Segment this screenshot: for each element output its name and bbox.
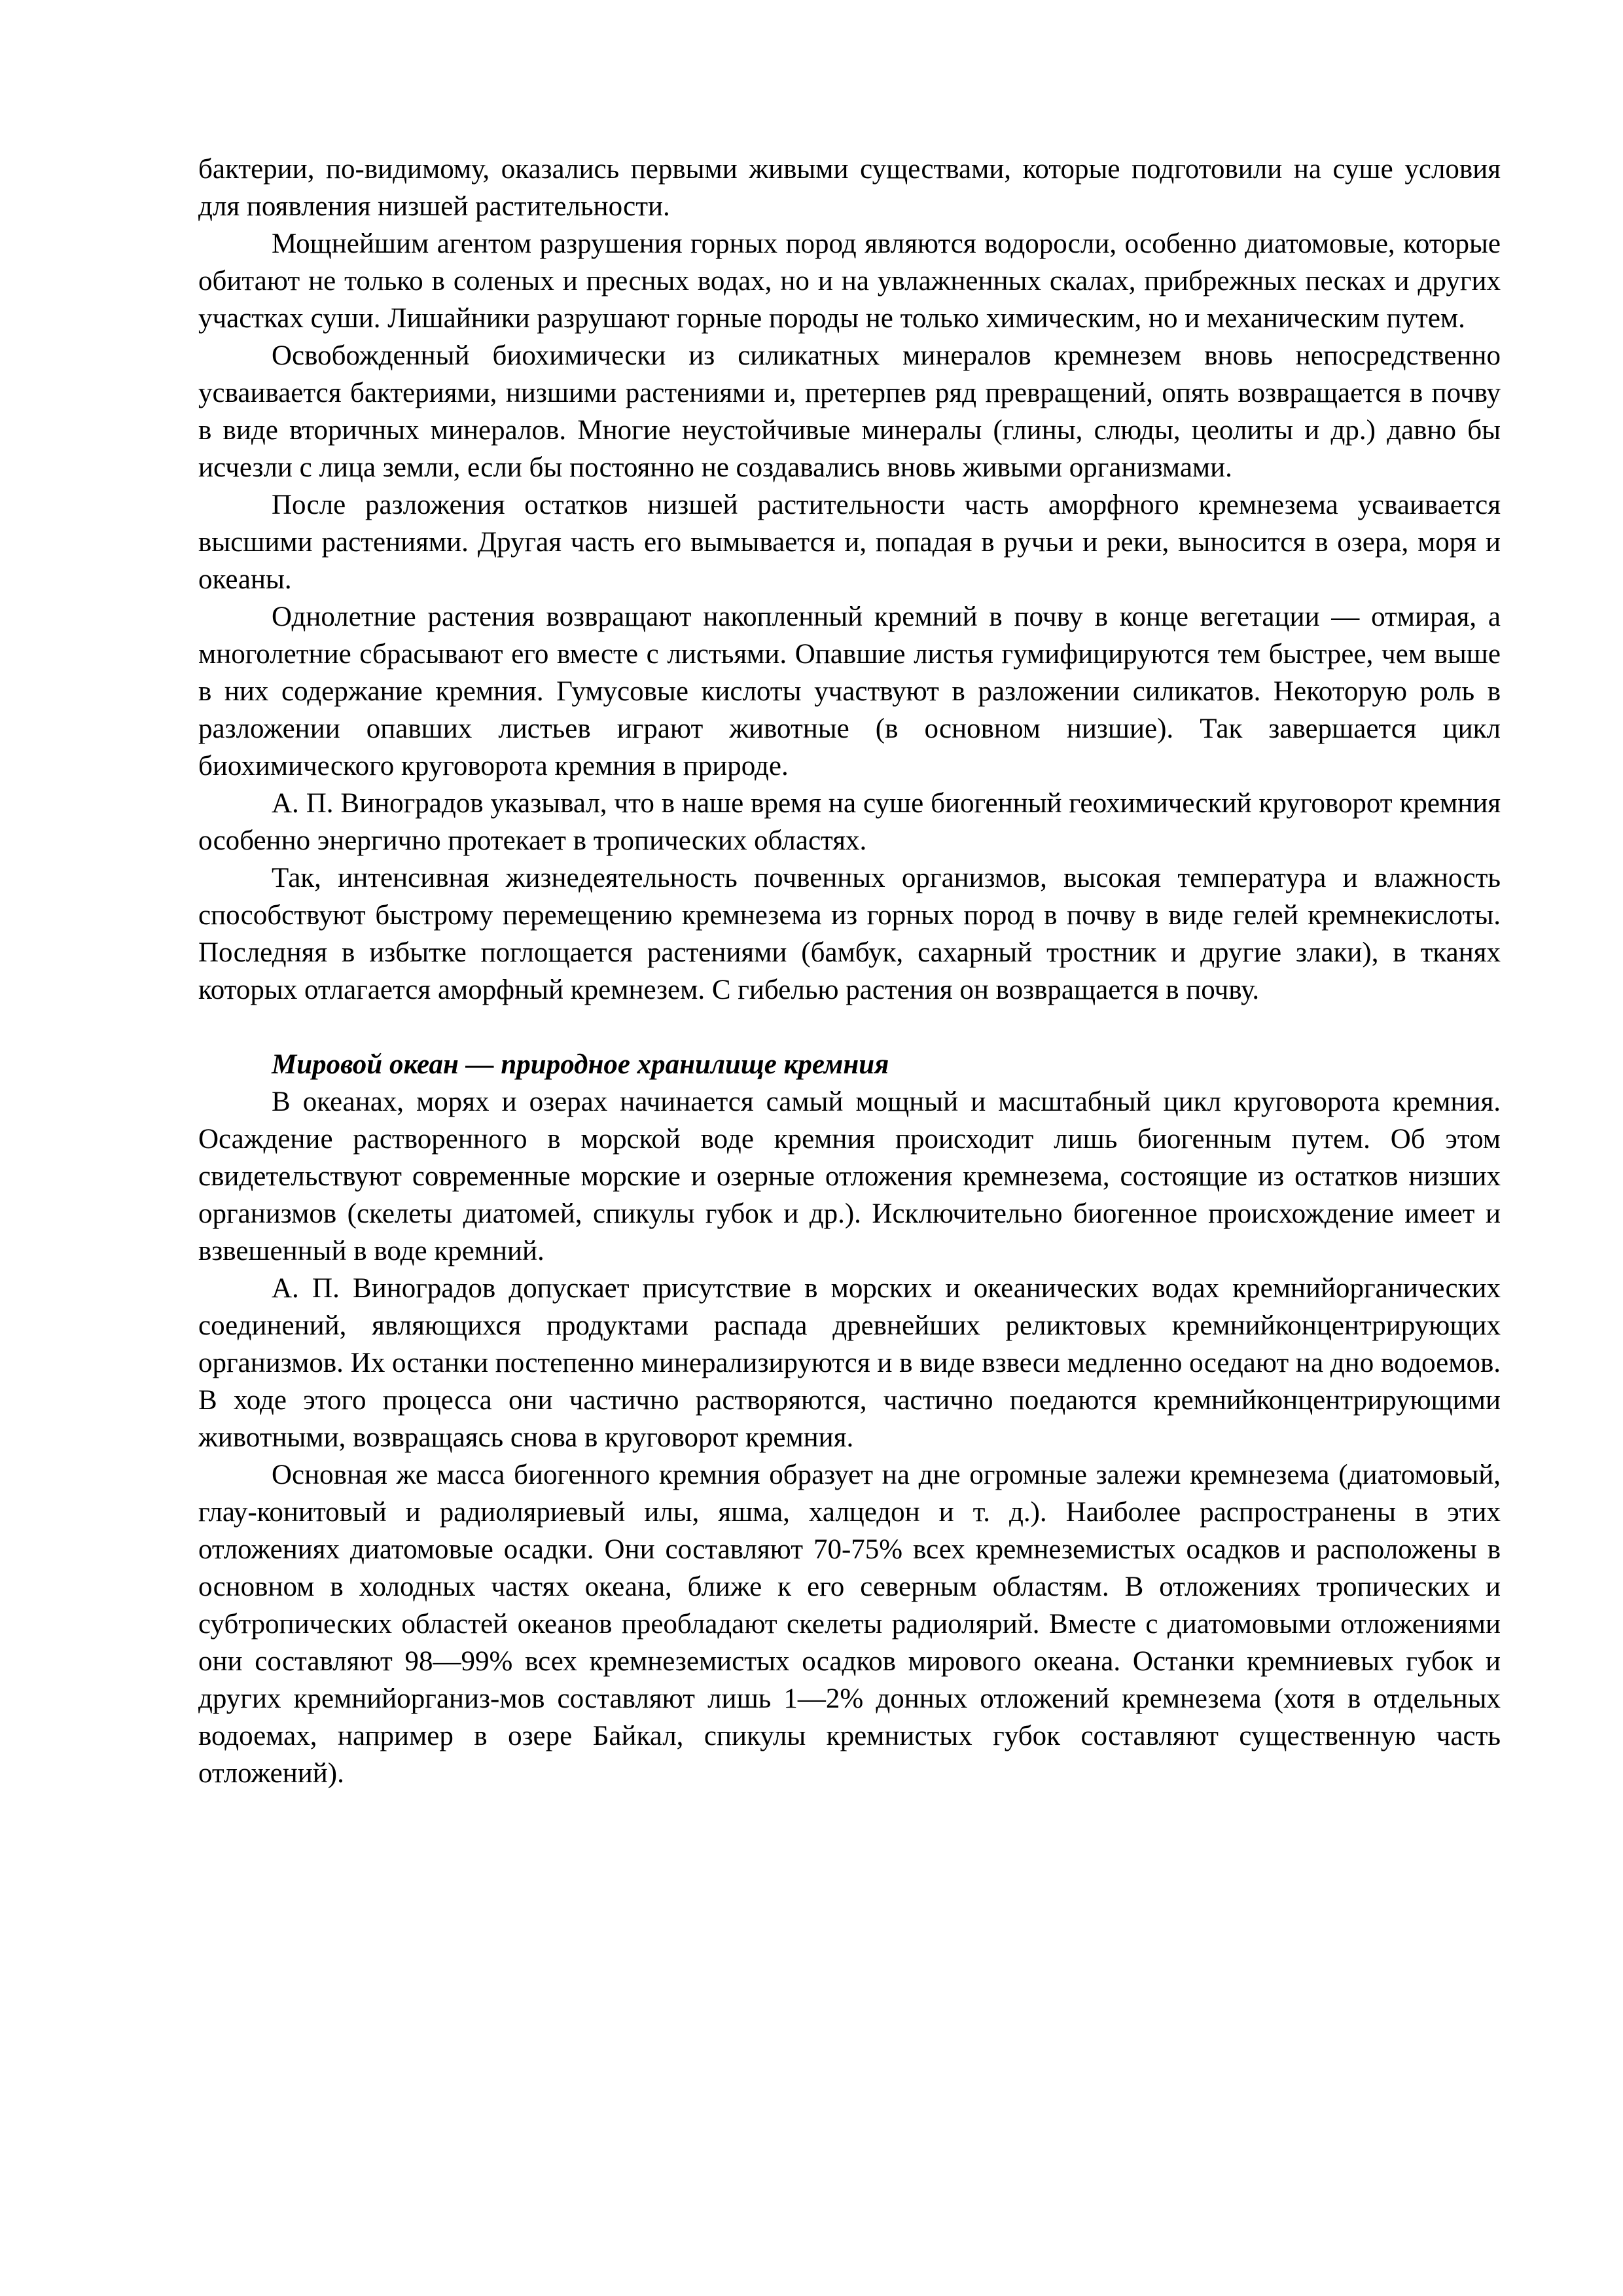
paragraph-bacteria-continued: бактерии, по-видимому, оказались первыми живыми существами, которые подготовили на суше условия для появления низшей растительности.: [198, 154, 1501, 222]
paragraph-algae: Мощнейшим агентом разрушения горных пород являются водоросли, особенно диатомовые, которые обитают не только в соленых и пресных водах, но и на увлажненных скалах, прибрежных песках и других участках суши. Лишайники разрушают горные породы не только химическим, но и механическим путем.: [198, 228, 1501, 334]
paragraph-biogenic-deposits: Основная же масса биогенного кремния образует на дне огромные залежи кремнезема (диатомовый, глау-конитовый и радиоляриевый илы, яшма, халцедон и т. д.). Наиболее распространены в этих отложениях диатомовые осадки. Они составляют 70-75% всех кремнеземистых осадков и расположены в основном в холодных частях океана, ближе к его северным областям. В отложениях тропических и субтропических областей океанов преобладают скелеты радиолярий. Вместе с диатомовыми отложениями они составляют 98—99% всех кремнеземистых осадков мирового океана. Останки кремниевых губок и других кремнийорганиз-мов составляют лишь 1—2% донных отложений кремнезема (хотя в отдельных водоемах, например в озере Байкал, спикулы кремнистых губок составляют существенную часть отложений).: [198, 1460, 1501, 1789]
document-page: [198, 151, 1501, 2114]
paragraph-soil-organisms: Так, интенсивная жизнедеятельность почвенных организмов, высокая температура и влажность способствуют быстрому перемещению кремнезема из горных пород в почву в виде гелей кремнекислоты. Последняя в избытке поглощается растениями (бамбук, сахарный тростник и другие злаки), в тканях которых отлагается аморфный кремнезем. С гибелью растения он возвращается в почву.: [198, 863, 1501, 1005]
paragraph-vinogradov-organosilicon: А. П. Виноградов допускает присутствие в морских и океанических водах кремнийорганических соединений, являющихся продуктами распада древнейших реликтовых кремнийконцентрирующих организмов. Их останки постепенно минерализируются и в виде взвеси медленно оседают на дно водоемов. В ходе этого процесса они частично растворяются, частично поедаются кремнийконцентрирующими животными, возвращаясь снова в круговорот кремния.: [198, 1273, 1501, 1453]
paragraph-decomposition: После разложения остатков низшей растительности часть аморфного кремнезема усваивается высшими растениями. Другая часть его вымывается и, попадая в ручьи и реки, выносится в озера, моря и океаны.: [198, 490, 1501, 595]
paragraph-oceans-cycle: В океанах, морях и озерах начинается самый мощный и масштабный цикл круговорота кремния. Осаждение растворенного в морской воде кремния происходит лишь биогенным путем. Об этом свидетельствуют современные морские и озерные отложения кремнезема, состоящие из остатков низших организмов (скелеты диатомей, спикулы губок и др.). Исключительно биогенное происхождение имеет и взвешенный в воде кремний.: [198, 1086, 1501, 1266]
paragraph-released-silica: Освобожденный биохимически из силикатных минералов кремнезем вновь непосредственно усваивается бактериями, низшими растениями и, претерпев ряд превращений, опять возвращается в почву в виде вторичных минералов. Многие неустойчивые минералы (глины, слюды, цеолиты и др.) давно бы исчезли с лица земли, если бы постоянно не создавались вновь живыми организмами.: [198, 340, 1501, 483]
section-heading: Мировой океан — природное хранилище кремния: [272, 1049, 889, 1080]
paragraph-annual-plants: Однолетние растения возвращают накопленный кремний в почву в конце вегетации — отмирая, а многолетние сбрасывают его вместе с листьями. Опавшие листья гумифицируются тем быстрее, чем выше в них содержание кремния. Гумусовые кислоты участвуют в разложении силикатов. Некоторую роль в разложении опавших листьев играют животные (в основном низшие). Так завершается цикл биохимического круговорота кремния в природе.: [198, 601, 1501, 781]
paragraph-vinogradov-tropics: А. П. Виноградов указывал, что в наше время на суше биогенный геохимический круговорот кремния особенно энергично протекает в тропических областях.: [198, 788, 1501, 856]
